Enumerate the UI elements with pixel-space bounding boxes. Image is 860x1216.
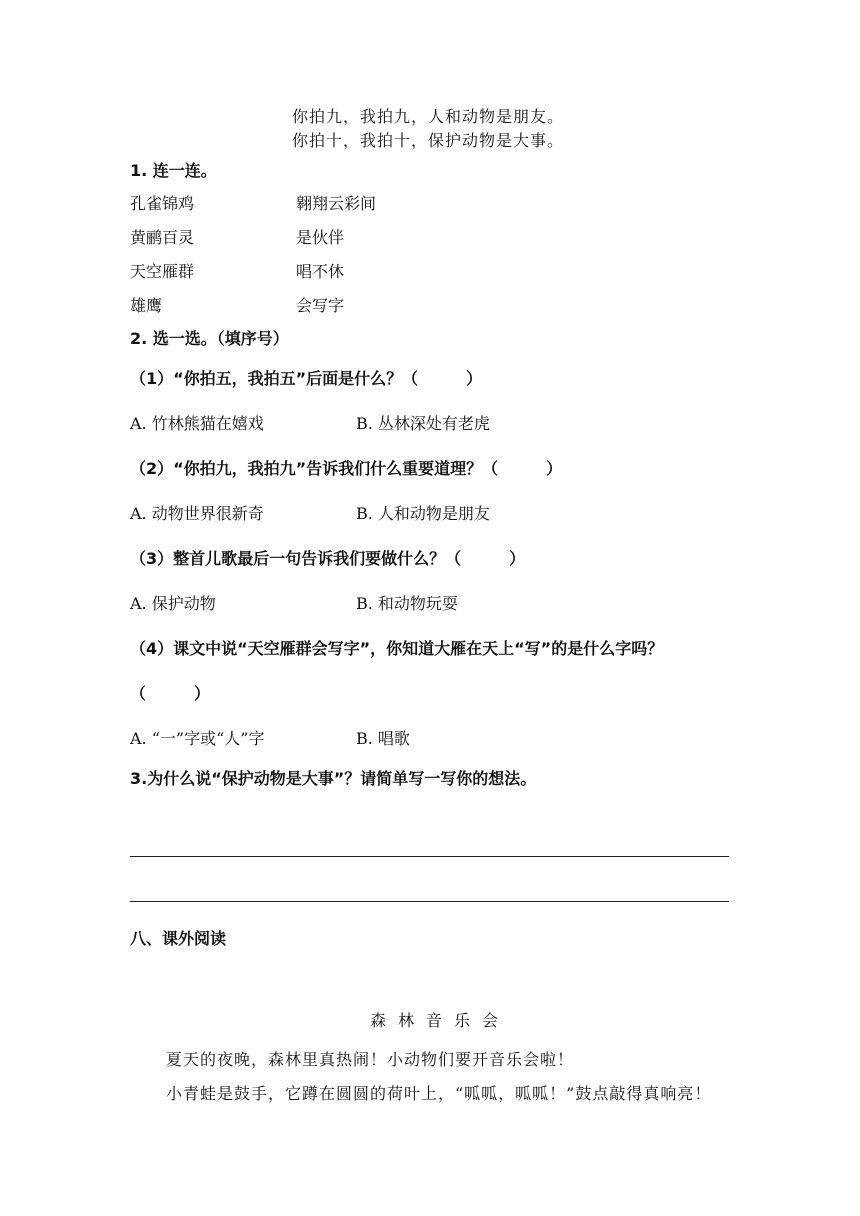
question-3: （3）整首儿歌最后一句告诉我们要做什么？（ ）	[130, 549, 526, 568]
reading-title: 森林音乐会	[370, 1011, 511, 1030]
answer-line	[130, 856, 729, 857]
section3-heading: 3.为什么说“保护动物是大事”？请简单写一写你的想法。	[130, 769, 537, 788]
answer-line	[130, 901, 729, 902]
option-b: B. 唱歌	[356, 729, 410, 748]
option-b: B. 丛林深处有老虎	[356, 414, 490, 433]
match-right-item: 唱不休	[296, 262, 345, 281]
match-right-item: 翱翔云彩间	[296, 194, 377, 213]
option-a: A. 竹林熊猫在嬉戏	[130, 414, 264, 433]
match-left-item: 雄鹰	[130, 296, 163, 315]
option-a: A. “一”字或“人”字	[130, 729, 265, 748]
match-right-item: 会写字	[296, 296, 345, 315]
option-b: B. 人和动物是朋友	[356, 504, 490, 523]
question-4: （4）课文中说“天空雁群会写字”，你知道大雁在天上“写”的是什么字吗？	[130, 639, 664, 658]
option-a: A. 动物世界很新奇	[130, 504, 264, 523]
answer-blank: （ ）	[130, 684, 211, 703]
reading-paragraph: 夏天的夜晚，森林里真热闹！小动物们要开音乐会啦！	[166, 1050, 575, 1069]
match-left-item: 天空雁群	[130, 262, 195, 281]
section2-heading: 2. 选一选。（填序号）	[130, 329, 289, 348]
match-right-item: 是伙伴	[296, 228, 345, 247]
poem-line-10: 你拍十，我拍十，保护动物是大事。	[292, 131, 565, 150]
match-left-item: 孔雀锦鸡	[130, 194, 195, 213]
match-left-item: 黄鹂百灵	[130, 228, 195, 247]
question-2: （2）“你拍九，我拍九”告诉我们什么重要道理？（ ）	[130, 459, 563, 478]
poem-line-9: 你拍九，我拍九，人和动物是朋友。	[292, 107, 565, 126]
reading-paragraph: 小青蛙是鼓手，它蹲在圆圆的荷叶上，“呱呱，呱呱！”鼓点敲得真响亮！	[166, 1084, 712, 1103]
option-b: B. 和动物玩耍	[356, 594, 458, 613]
option-a: A. 保护动物	[130, 594, 216, 613]
section8-heading: 八、课外阅读	[130, 929, 227, 948]
section1-heading: 1. 连一连。	[130, 161, 217, 180]
question-1: （1）“你拍五，我拍五”后面是什么？（ ）	[130, 369, 483, 388]
